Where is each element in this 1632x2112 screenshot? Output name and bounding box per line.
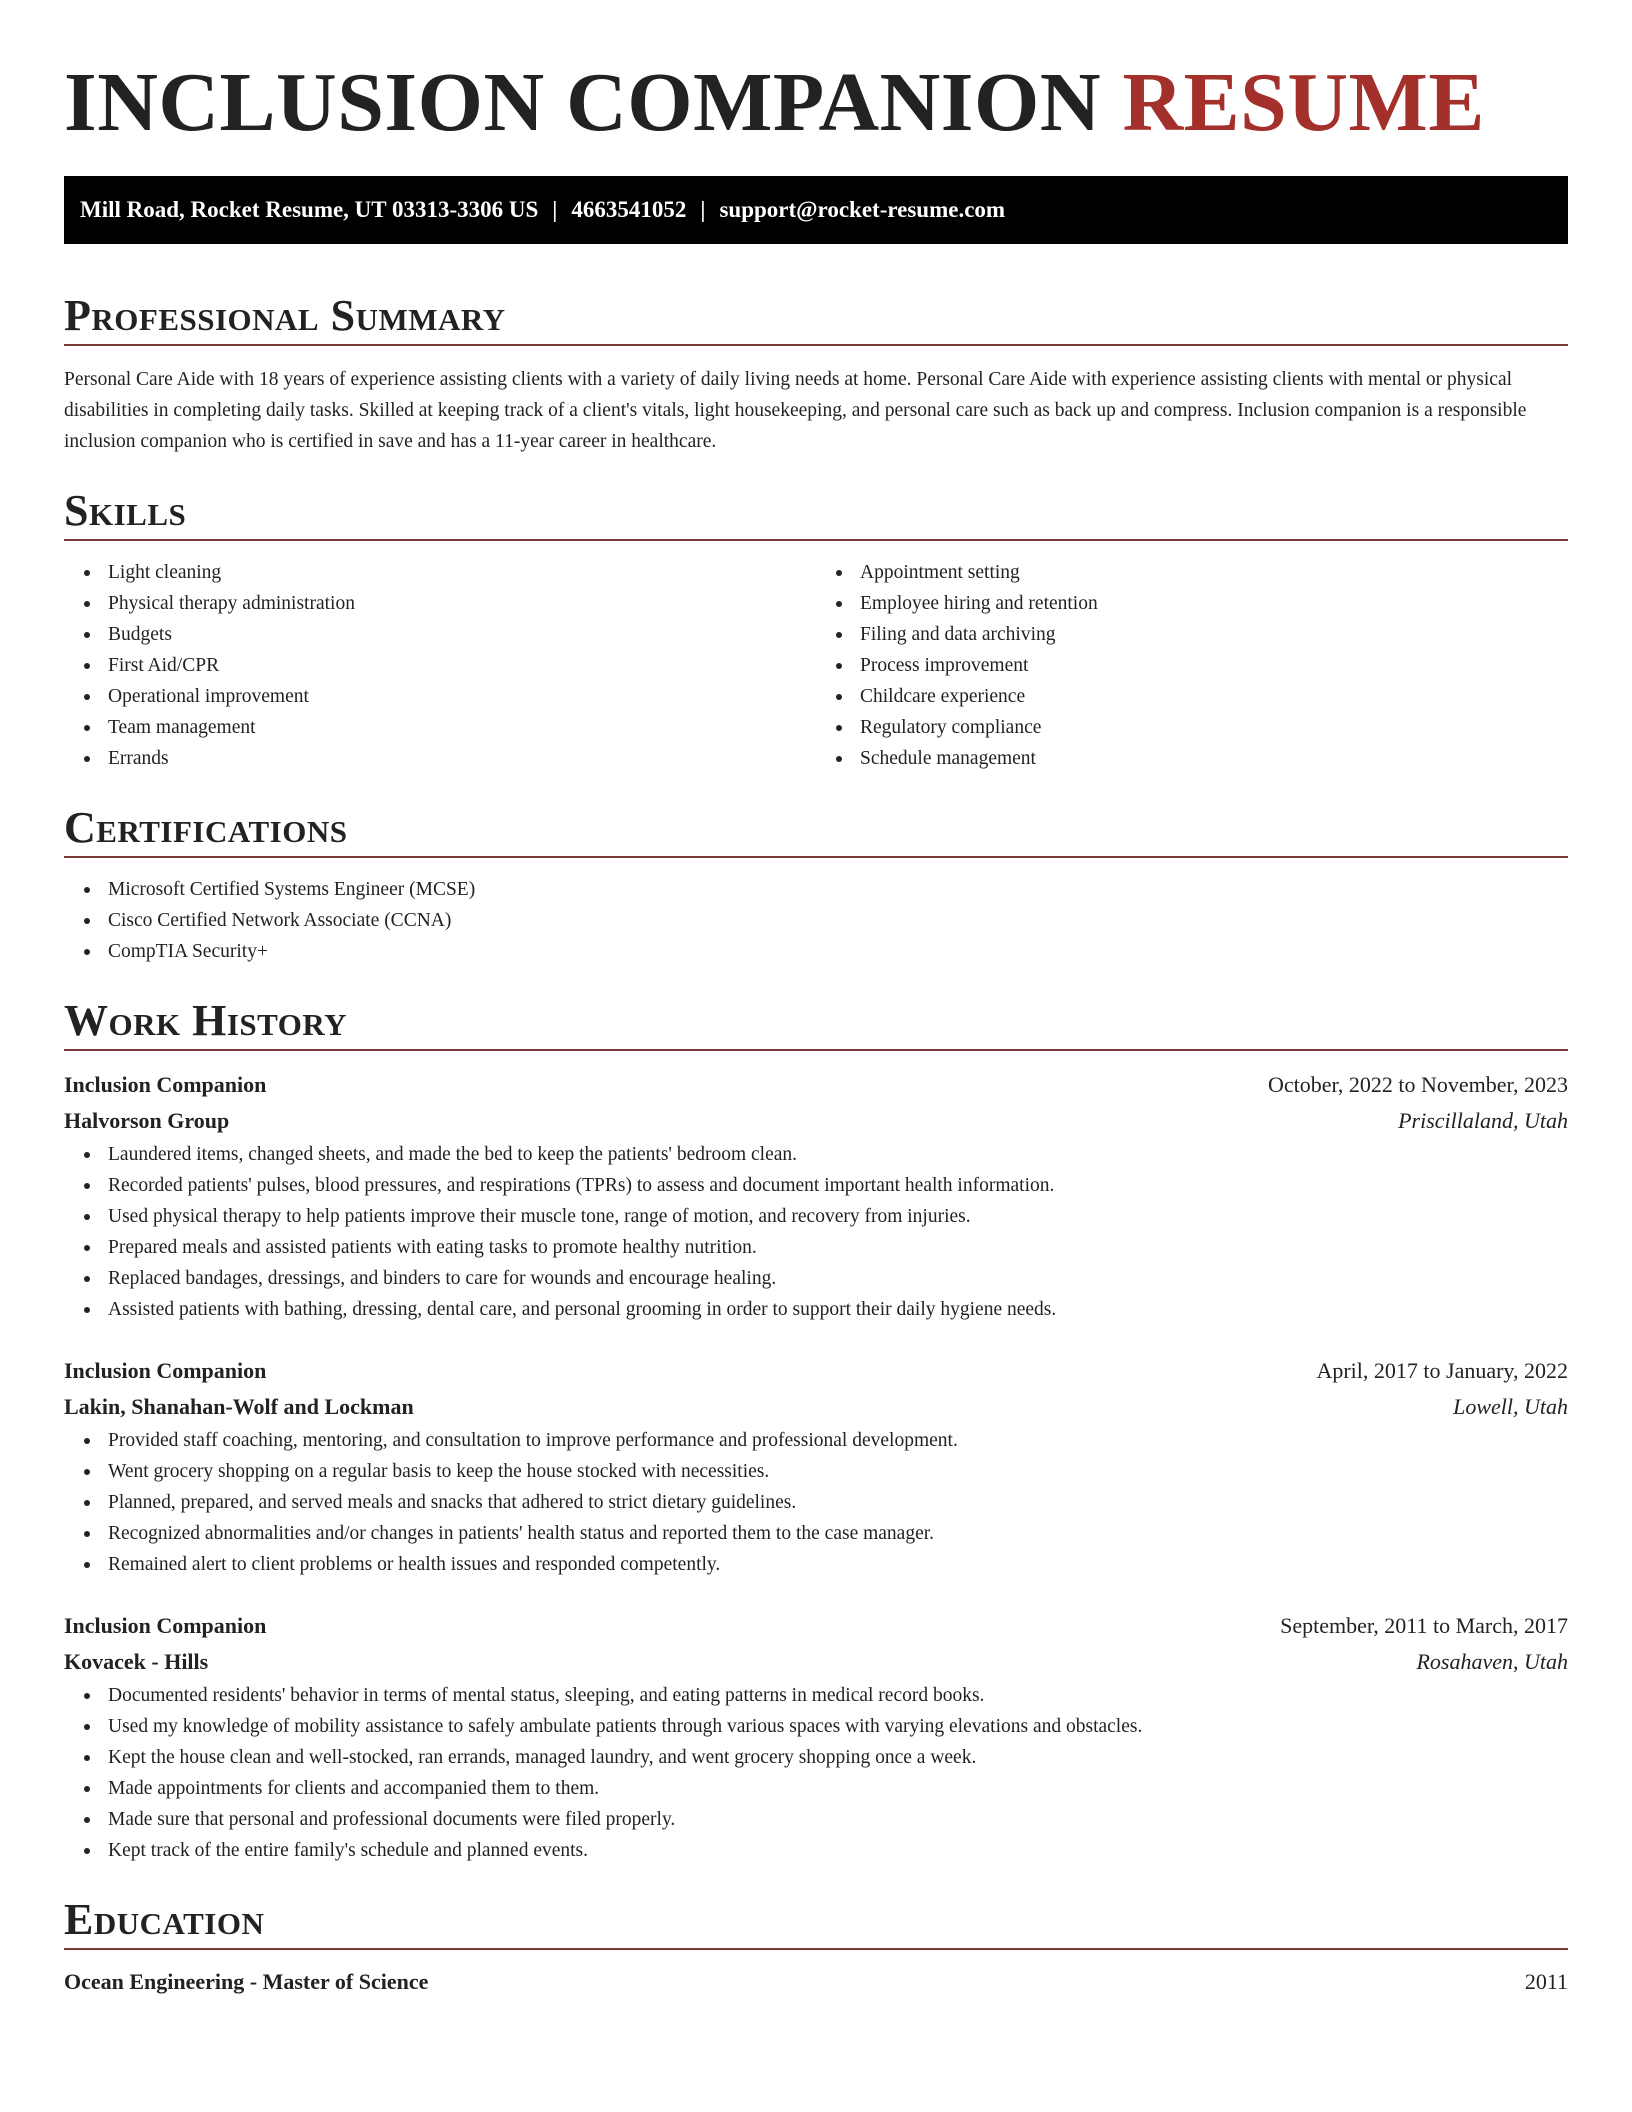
section-divider <box>64 856 1568 858</box>
job-company: Halvorson Group <box>64 1108 230 1133</box>
list-item: Used my knowledge of mobility assistance to safely ambulate patients through various spaces with varying elevations and obstacles. <box>108 1711 1568 1742</box>
job-header <box>64 1608 1568 1644</box>
skills-list-left <box>64 557 816 774</box>
list-item: Provided staff coaching, mentoring, and consultation to improve performance and professional development. <box>108 1425 1568 1456</box>
skills-section <box>64 483 1568 774</box>
job-title: Inclusion Companion <box>64 1613 267 1638</box>
certifications-section <box>64 800 1568 967</box>
section-divider <box>64 539 1568 541</box>
list-item: Kept track of the entire family's schedule and planned events. <box>108 1835 1568 1866</box>
education-year: 2011 <box>1524 1969 1568 1994</box>
list-item: Documented residents' behavior in terms of mental status, sleeping, and eating patterns in medical record books. <box>108 1680 1568 1711</box>
job-duties-list <box>64 1425 1568 1580</box>
contact-email: support@rocket-resume.com <box>719 197 1006 222</box>
list-item: First Aid/CPR <box>108 650 816 681</box>
job-entry <box>64 1353 1568 1580</box>
list-item: Physical therapy administration <box>108 588 816 619</box>
job-entry <box>64 1608 1568 1866</box>
list-item: Made sure that personal and professional documents were filed properly. <box>108 1804 1568 1835</box>
list-item: Employee hiring and retention <box>860 588 1568 619</box>
job-duties-list <box>64 1680 1568 1866</box>
summary-section <box>64 288 1568 457</box>
job-duties-list <box>64 1139 1568 1325</box>
job-location: Rosahaven, Utah <box>1416 1649 1568 1674</box>
list-item: Schedule management <box>860 743 1568 774</box>
certifications-heading: Certifications <box>64 803 348 852</box>
list-item: Cisco Certified Network Associate (CCNA) <box>108 905 1568 936</box>
list-item: Remained alert to client problems or health issues and responded competently. <box>108 1549 1568 1580</box>
job-entry <box>64 1067 1568 1325</box>
list-item: Light cleaning <box>108 557 816 588</box>
work-history-section <box>64 993 1568 1866</box>
list-item: Childcare experience <box>860 681 1568 712</box>
job-company: Kovacek - Hills <box>64 1649 209 1674</box>
summary-heading: Professional Summary <box>64 291 506 340</box>
list-item: Process improvement <box>860 650 1568 681</box>
contact-separator: | <box>552 197 558 222</box>
job-header <box>64 1353 1568 1389</box>
list-item: Kept the house clean and well-stocked, ran errands, managed laundry, and went grocery shopping once a week. <box>108 1742 1568 1773</box>
job-dates: October, 2022 to November, 2023 <box>1267 1072 1568 1097</box>
section-divider <box>64 1049 1568 1051</box>
list-item: Appointment setting <box>860 557 1568 588</box>
job-dates: April, 2017 to January, 2022 <box>1316 1358 1568 1383</box>
list-item: Team management <box>108 712 816 743</box>
job-location: Priscillaland, Utah <box>1398 1108 1568 1133</box>
title-main: INCLUSION COMPANION <box>64 56 1101 149</box>
list-item: Recognized abnormalities and/or changes in patients' health status and reported them to the case manager. <box>108 1518 1568 1549</box>
section-divider <box>64 344 1568 346</box>
section-divider <box>64 1948 1568 1950</box>
skills-columns <box>64 557 1568 774</box>
summary-text: Personal Care Aide with 18 years of experience assisting clients with a variety of daily living needs at home. Personal Care Aide with experience assisting clients with mental or physical disabilities in completing daily tasks. Skilled at keeping track of a client's vitals, light housekeeping, and personal care such as back up and compress. Inclusion companion is a responsible inclusion companion who is certified in save and has a 11-year career in healthcare. <box>64 369 1527 452</box>
job-company: Lakin, Shanahan-Wolf and Lockman <box>64 1394 414 1419</box>
work-history-heading: Work History <box>64 996 348 1045</box>
skills-heading: Skills <box>64 486 187 535</box>
list-item: Laundered items, changed sheets, and made the bed to keep the patients' bedroom clean. <box>108 1139 1568 1170</box>
list-item: CompTIA Security+ <box>108 936 1568 967</box>
list-item: Used physical therapy to help patients improve their muscle tone, range of motion, and recovery from injuries. <box>108 1201 1568 1232</box>
skills-list-right <box>816 557 1568 774</box>
list-item: Planned, prepared, and served meals and snacks that adhered to strict dietary guidelines. <box>108 1487 1568 1518</box>
education-section <box>64 1892 1568 2000</box>
education-degree: Ocean Engineering - Master of Science <box>64 1969 429 1994</box>
list-item: Filing and data archiving <box>860 619 1568 650</box>
list-item: Recorded patients' pulses, blood pressures, and respirations (TPRs) to assess and document important health information. <box>108 1170 1568 1201</box>
resume-title <box>64 0 1568 176</box>
job-dates: September, 2011 to March, 2017 <box>1280 1613 1568 1638</box>
job-subheader <box>64 1389 1568 1425</box>
contact-bar <box>64 176 1568 244</box>
list-item: Errands <box>108 743 816 774</box>
education-entry <box>64 1964 1568 2000</box>
job-title: Inclusion Companion <box>64 1072 267 1097</box>
list-item: Went grocery shopping on a regular basis to keep the house stocked with necessities. <box>108 1456 1568 1487</box>
list-item: Regulatory compliance <box>860 712 1568 743</box>
job-title: Inclusion Companion <box>64 1358 267 1383</box>
list-item: Replaced bandages, dressings, and binders to care for wounds and encourage healing. <box>108 1263 1568 1294</box>
job-location: Lowell, Utah <box>1453 1394 1568 1419</box>
contact-separator: | <box>700 197 706 222</box>
job-subheader <box>64 1103 1568 1139</box>
list-item: Prepared meals and assisted patients with eating tasks to promote healthy nutrition. <box>108 1232 1568 1263</box>
list-item: Assisted patients with bathing, dressing, dental care, and personal grooming in order to support their daily hygiene needs. <box>108 1294 1568 1325</box>
job-subheader <box>64 1644 1568 1680</box>
list-item: Made appointments for clients and accompanied them to them. <box>108 1773 1568 1804</box>
contact-phone: 4663541052 <box>571 197 687 222</box>
contact-address: Mill Road, Rocket Resume, UT 03313-3306 US <box>80 197 539 222</box>
list-item: Budgets <box>108 619 816 650</box>
list-item: Microsoft Certified Systems Engineer (MCSE) <box>108 874 1568 905</box>
certifications-list <box>64 874 1568 967</box>
list-item: Operational improvement <box>108 681 816 712</box>
title-accent: RESUME <box>1122 56 1485 149</box>
education-heading: Education <box>64 1895 265 1944</box>
job-header <box>64 1067 1568 1103</box>
